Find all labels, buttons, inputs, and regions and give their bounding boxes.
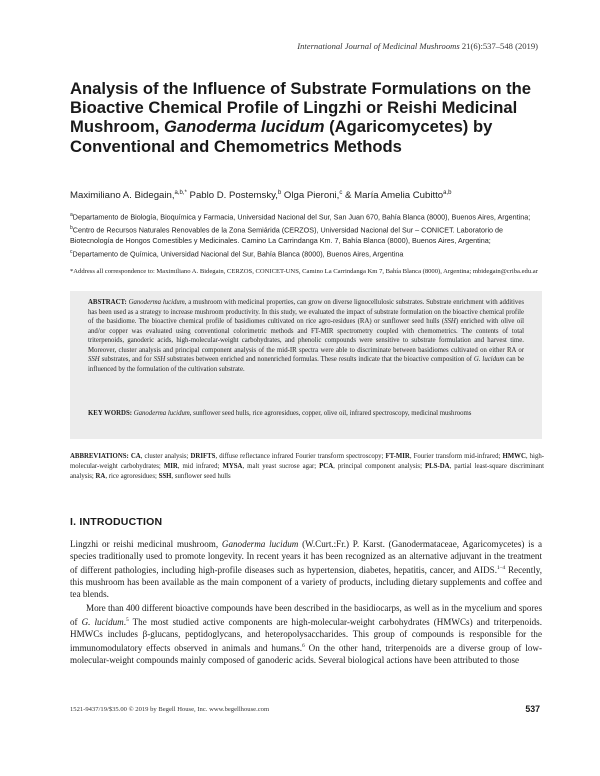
affiliation-a: Departamento de Biología, Bioquímica y Farmacia, Universidad Nacional del Sur, San Juan 670, Bahía Blanca (8000), Buenos Aires, Argentina; [72,212,531,222]
page-number: 537 [525,704,540,714]
intro-paragraph-1: Lingzhi or reishi medicinal mushroom, Ganoderma lucidum (W.Curt.:Fr.) P. Karst. (Ganodermataceae, Agaricomycetes) is a species traditionally used to promote longevity. In recent years it has been recognized as an alternative adjuvant in the treatment of different pathologies, including high-profile diseases such as hypertension, diabetes, hepatitis, cancer, and AIDS.$^{1-4}$ Recently, this mushroom has been available as the main component of a variety of products, including dietary supplements and coffee and tea blends. [70,539,542,599]
affiliation-b: Centro de Recursos Naturales Renovables de la Zona Semiárida (CERZOS), Universidad Nacional del Sur – CONICET. Laboratorio de Biotecnología de Hongos Comestibles y Medicinales. Camino La Carrindanga Km. 7, Bahía Blanca (8000), Buenos Aires, Argentina; [70,225,504,245]
author-affil-mark: a,b [443,190,452,196]
journal-name: International Journal of Medicinal Mushrooms [297,41,460,51]
correspondence-note: *Address all correspondence to: Maximiliano A. Bidegain, CERZOS, CONICET-UNS, Camino La Carrindanga Km 7, Bahía Blanca (8000), Argentina; mbidegain@criba.edu.ar [70,268,538,275]
citation-ref: 1–4 [496,564,506,571]
keywords-label: KEY WORDS: [88,410,132,417]
author-name: & María Amelia Cubitto [342,190,444,202]
affiliation-c: Departamento de Química, Universidad Nacional del Sur, Bahía Blanca (8000), Buenos Aires, Argentina [72,248,404,258]
title-part1: Analysis of the Influence of Substrate Formulations on the Bioactive Chemical Profile of Lingzhi or Reishi Medicinal Mushroom, [70,79,531,137]
title-part2: (Agaricomycetes) by Conventional and Chemometrics Methods [70,117,493,156]
abbreviations: ABBREVIATIONS: CA, cluster analysis; DRIFTS, diffuse reflectance infrared Fourier transform spectroscopy; FT-MIR, Fourier transform mid-infrared; HMWC, high-molecular-weight carbohydrates; MIR, mid infrared; MYSA, malt yeast sucrose agar; PCA, principal component analysis; PLS-DA, partial least-square discriminant analysis; RA, rice agroresidues; SSH, sunflower seed hulls [70,453,545,480]
journal-citation [297,41,538,51]
author-affil-mark: b [277,190,282,196]
affiliations: $^a$Departamento de Biología, Bioquímica y Farmacia, Universidad Nacional del Sur, San Juan 670, Bahía Blanca (8000), Buenos Aires, Argentina; $^b$Centro de Recursos Naturales Renovables de la Zona Semiárida (CERZOS), Universidad Nacional del Sur – CONICET. Laboratorio de Biotecnología de Hongos Comestibles y Medicinales. Camino La Carrindanga Km. 7, Bahía Blanca (8000), Buenos Aires, Argentina; $^c$Departamento de Química, Universidad Nacional del Sur, Bahía Blanca (8000), Buenos Aires, Argentina [70,212,531,258]
citation-ref: 5 [126,616,129,623]
abstract: ABSTRACT: Ganoderma lucidum, a mushroom with medicinal properties, can grow on diverse lignocellulosic substrates. Substrate enrichment with additives has been used as a strategy to increase mushroom productivity. In this study, we evaluated the impact of substrate formulation on the bioactive chemical profile of the basidiome. The bioactive chemical profile of basidiomes cultivated on rice agro-residues (RA) or sunflower seed hulls (SSH) enriched with olive oil and/or copper was evaluated using conventional colorimetric methods and FT-MIR spectrometry coupled with chemometrics. The contents of total triterpenoids, ganoderic acids, high-molecular-weight carbohydrates, and phenolic compounds were sensitive to substrate formulation and harvest time. Moreover, cluster analysis and principal component analysis of the mid-IR spectra were able to discriminate between basidiomes cultivated on either RA or SSH substrates, and for SSH substrates between enriched and nonenriched formulas. These results indicate that the bioactive composition of G. lucidum can be influenced by the formulation of the cultivation substrate. [88,299,525,373]
abbreviations-label: ABBREVIATIONS: [70,453,129,460]
section-heading-introduction: I. INTRODUCTION [70,516,163,528]
article-title [70,79,540,156]
citation-ref: 6 [301,642,305,649]
copyright-line: 1521-9437/19/$35.00 © 2019 by Begell House, Inc. www.begellhouse.com [70,706,270,713]
author-affil-mark: c [339,190,343,196]
author-name: Olga Pieroni, [281,190,340,202]
intro-paragraph-2: More than 400 different bioactive compounds have been described in the basidiocarps, as well as in the mycelium and spores of G. lucidum.$^5$ The most studied active components are high-molecular-weight carbohydrates (HMWCs) and triterpenoids. HMWCs includes β-glucans, peptidoglycans, and heteropolysaccharides. This group of compounds is responsible for the immunomodulatory effects observed in animals and humans.$^6$ On the other hand, triterpenoids are a diverse group of low-molecular-weight compounds mainly composed of ganoderic acids. Several biological actions have been attributed to those [70,603,542,665]
author-name: Maximiliano A. Bidegain, [70,190,175,202]
journal-volume: 21(6):537–548 (2019) [461,41,538,51]
abstract-label: ABSTRACT: [88,299,127,306]
keywords: KEY WORDS: Ganoderma lucidum, sunflower seed hulls, rice agroresidues, copper, olive oil, infrared spectroscopy, medicinal mushrooms [88,410,472,417]
title-species: Ganoderma lucidum [164,117,325,137]
author-list [70,190,550,201]
author-name: Pablo D. Postemsky, [186,190,278,202]
author-affil-mark: a,b,* [174,190,187,196]
